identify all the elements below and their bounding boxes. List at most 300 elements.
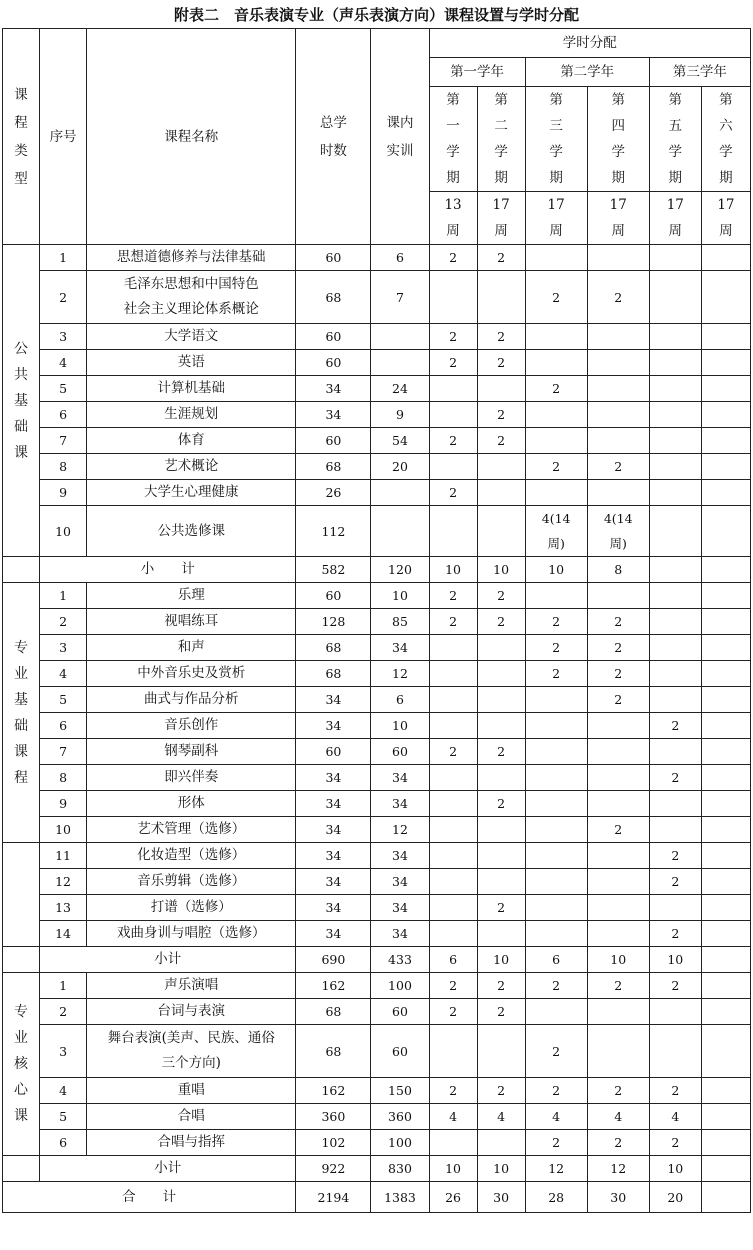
semester-hours [429,713,477,739]
semester-hours [525,324,587,350]
seq: 1 [40,583,87,609]
semester-hours: 2 [429,428,477,454]
semester-hours [701,271,750,324]
semester-hours: 2 [429,999,477,1025]
subtotal-row [3,557,751,583]
total-hours: 34 [296,376,371,402]
semester-hours [429,506,477,557]
total-hours: 60 [296,739,371,765]
header-distribution: 学时分配 [429,29,750,58]
semester-hours [477,376,525,402]
course-name-line: 舞台表演(美声、民族、通俗 [107,1030,275,1046]
semester-hours [429,921,477,947]
seq: 4 [40,350,87,376]
semester-hours [649,635,701,661]
header-weeks-line: 17 [547,197,565,213]
semester-hours [649,895,701,921]
header-practice-hours [371,29,429,245]
semester-hours [587,739,649,765]
semester-hours-line: 4(14 [603,511,633,526]
table-row [3,895,751,921]
total-hours: 34 [296,895,371,921]
course-name: 体育 [87,428,296,454]
header-weeks [701,192,750,245]
semester-hours [477,1025,525,1078]
semester-hours [587,324,649,350]
course-name: 思想道德修养与法律基础 [87,245,296,271]
total-hours: 34 [296,817,371,843]
semester-hours: 2 [429,973,477,999]
table-row [3,817,751,843]
semester-hours [701,869,750,895]
semester-hours [429,1025,477,1078]
course-type-char: 程 [14,769,29,786]
semester-hours [429,454,477,480]
semester-hours [429,402,477,428]
course-name: 即兴伴奏 [87,765,296,791]
semester-hours [429,895,477,921]
semester-hours [587,999,649,1025]
practice-hours: 60 [371,999,429,1025]
semester-hours [701,583,750,609]
subtotal-total: 922 [296,1156,371,1182]
semester-hours: 2 [429,739,477,765]
course-type [3,973,40,1156]
semester-hours [477,661,525,687]
subtotal-label: 小计 [40,947,296,973]
semester-hours [477,921,525,947]
semester-hours [587,791,649,817]
course-name: 艺术管理（选修） [87,817,296,843]
total-hours: 68 [296,271,371,324]
semester-hours [477,843,525,869]
subtotal-row [3,1156,751,1182]
seq: 13 [40,895,87,921]
practice-hours: 12 [371,817,429,843]
header-weeks [587,192,649,245]
subtotal-total: 690 [296,947,371,973]
header-course-type-char: 型 [14,170,28,187]
semester-hours [429,687,477,713]
semester-hours [701,635,750,661]
header-total-hours-line: 总学 [319,114,347,131]
semester-hours: 10 [587,947,649,973]
table-row [3,1130,751,1156]
table-row [3,635,751,661]
header-semester-char: 期 [549,170,563,186]
semester-hours [649,480,701,506]
total-hours: 68 [296,1025,371,1078]
semester-hours [429,271,477,324]
practice-hours: 100 [371,1130,429,1156]
header-course-type-char: 类 [14,142,28,159]
course-name: 艺术概论 [87,454,296,480]
total-hours: 68 [296,999,371,1025]
subtotal-practice: 120 [371,557,429,583]
semester-hours [477,817,525,843]
seq: 8 [40,765,87,791]
course-name: 大学生心理健康 [87,480,296,506]
table-row [3,402,751,428]
semester-hours: 2 [649,869,701,895]
practice-hours: 6 [371,245,429,271]
course-type-char: 专 [14,1004,29,1020]
course-name: 声乐演唱 [87,973,296,999]
semester-hours: 2 [429,324,477,350]
header-semester-char: 二 [494,118,508,134]
semester-hours [525,765,587,791]
seq: 1 [40,245,87,271]
semester-hours [525,428,587,454]
header-weeks-line: 周 [494,223,508,239]
seq: 4 [40,1078,87,1104]
semester-hours: 2 [429,245,477,271]
header-weeks-line: 17 [609,197,627,213]
practice-hours: 24 [371,376,429,402]
semester-hours [701,350,750,376]
course-name: 计算机基础 [87,376,296,402]
semester-hours [701,506,750,557]
seq: 3 [40,1025,87,1078]
course-name: 重唱 [87,1078,296,1104]
semester-hours [701,557,750,583]
semester-hours [701,1078,750,1104]
semester-hours [701,843,750,869]
seq: 7 [40,739,87,765]
semester-hours [701,739,750,765]
semester-hours [525,999,587,1025]
semester-hours [525,350,587,376]
semester-hours [649,350,701,376]
course-name: 公共选修课 [87,506,296,557]
semester-hours [587,843,649,869]
semester-hours [587,402,649,428]
header-semester [701,87,750,192]
semester-hours: 2 [587,687,649,713]
semester-hours [701,1182,750,1213]
course-name: 视唱练耳 [87,609,296,635]
practice-hours: 6 [371,687,429,713]
table-row [3,1104,751,1130]
subtotal-row [3,947,751,973]
header-total-hours [296,29,371,245]
seq: 5 [40,687,87,713]
practice-hours: 34 [371,921,429,947]
table-row [3,428,751,454]
semester-hours: 2 [649,1130,701,1156]
practice-hours: 60 [371,739,429,765]
total-hours: 68 [296,454,371,480]
total-hours: 34 [296,402,371,428]
semester-hours: 2 [525,635,587,661]
table-row [3,350,751,376]
semester-hours [649,817,701,843]
table-row [3,687,751,713]
semester-hours [701,661,750,687]
seq: 3 [40,635,87,661]
semester-hours [429,843,477,869]
semester-hours [701,765,750,791]
semester-hours: 2 [477,609,525,635]
semester-hours [477,271,525,324]
subtotal-practice: 830 [371,1156,429,1182]
total-hours: 128 [296,609,371,635]
semester-hours [649,402,701,428]
header-semester-char: 期 [446,170,460,186]
semester-hours [477,480,525,506]
semester-hours: 4 [587,1104,649,1130]
semester-hours: 10 [429,1156,477,1182]
header-weeks [429,192,477,245]
table-row [3,454,751,480]
practice-hours: 34 [371,869,429,895]
semester-hours [525,791,587,817]
semester-hours [525,895,587,921]
header-weeks [477,192,525,245]
semester-hours [649,428,701,454]
header-course-type [3,29,40,245]
semester-hours [701,245,750,271]
header-seq: 序号 [40,29,87,245]
semester-hours [429,791,477,817]
semester-hours: 10 [477,1156,525,1182]
total-hours: 60 [296,245,371,271]
semester-hours: 2 [587,609,649,635]
course-name: 英语 [87,350,296,376]
course-type [3,583,40,843]
total-hours: 34 [296,791,371,817]
table-row [3,583,751,609]
semester-hours: 2 [429,1078,477,1104]
header-semester-char: 期 [611,170,625,186]
course-name-line: 三个方向) [161,1055,221,1071]
semester-hours: 2 [525,271,587,324]
header-year: 第二学年 [525,58,649,87]
semester-hours: 2 [477,791,525,817]
header-semester [477,87,525,192]
header-semester-char: 学 [668,144,683,160]
semester-hours [429,1130,477,1156]
course-name: 打谱（选修） [87,895,296,921]
seq: 2 [40,999,87,1025]
course-name: 中外音乐史及赏析 [87,661,296,687]
practice-hours: 10 [371,583,429,609]
course-type-char: 核 [14,1056,29,1072]
semester-hours: 2 [477,402,525,428]
table-row [3,609,751,635]
header-course-name: 课程名称 [87,29,296,245]
total-hours: 34 [296,843,371,869]
header-semester-char: 学 [719,144,733,160]
page-title: 附表二 音乐表演专业（声乐表演方向）课程设置与学时分配 [173,6,579,24]
header-semester-char: 三 [549,118,563,134]
semester-hours [429,376,477,402]
semester-hours [429,869,477,895]
semester-hours: 10 [429,557,477,583]
semester-hours: 2 [587,635,649,661]
semester-hours [587,895,649,921]
subtotal-practice: 433 [371,947,429,973]
semester-hours [701,999,750,1025]
header-semester-char: 期 [494,170,508,186]
semester-hours [525,843,587,869]
course-name: 音乐剪辑（选修） [87,869,296,895]
seq: 8 [40,454,87,480]
semester-hours [477,506,525,557]
semester-hours [649,557,701,583]
semester-hours [525,687,587,713]
semester-hours-line: 4(14 [541,511,571,526]
practice-hours: 34 [371,765,429,791]
course-name [87,1025,296,1078]
total-hours: 34 [296,869,371,895]
seq: 3 [40,324,87,350]
course-name: 和声 [87,635,296,661]
semester-hours [429,635,477,661]
semester-hours [649,324,701,350]
semester-hours [649,1025,701,1078]
course-type-char: 专 [14,639,29,656]
semester-hours [649,376,701,402]
semester-hours [649,506,701,557]
header-semester-char: 第 [668,92,683,108]
course-type-char: 课 [14,444,29,461]
total-hours: 26 [296,480,371,506]
header-semester-char: 第 [494,92,508,108]
course-type-char: 心 [14,1082,29,1098]
semester-hours [477,1130,525,1156]
table-row [3,245,751,271]
semester-hours: 2 [429,350,477,376]
semester-hours: 2 [429,480,477,506]
semester-hours [429,765,477,791]
total-hours: 34 [296,713,371,739]
semester-hours [649,609,701,635]
header-weeks-line: 周 [719,223,733,239]
semester-hours [649,739,701,765]
header-weeks [525,192,587,245]
semester-hours [701,1025,750,1078]
semester-hours [649,999,701,1025]
semester-hours: 2 [525,1078,587,1104]
course-name: 合唱 [87,1104,296,1130]
course-name: 生涯规划 [87,402,296,428]
semester-hours: 2 [649,973,701,999]
semester-hours [649,791,701,817]
seq: 6 [40,1130,87,1156]
semester-hours: 4 [477,1104,525,1130]
total-hours: 34 [296,687,371,713]
seq: 9 [40,480,87,506]
semester-hours [701,947,750,973]
semester-hours [525,245,587,271]
semester-hours [587,428,649,454]
course-name: 戏曲身训与唱腔（选修） [87,921,296,947]
semester-hours [587,713,649,739]
semester-hours [587,1025,649,1078]
practice-hours [371,350,429,376]
total-hours: 360 [296,1104,371,1130]
header-practice-hours-line: 实训 [386,142,414,159]
semester-hours: 2 [477,973,525,999]
semester-hours [701,454,750,480]
total-hours: 60 [296,428,371,454]
header-semester-char: 学 [611,144,625,160]
header-semester [429,87,477,192]
subtotal-blank [3,947,40,973]
table-row [3,506,751,557]
course-name: 台词与表演 [87,999,296,1025]
semester-hours: 2 [587,1078,649,1104]
seq: 12 [40,869,87,895]
semester-hours: 2 [477,350,525,376]
semester-hours [701,921,750,947]
course-name: 化妆造型（选修） [87,843,296,869]
semester-hours: 10 [649,947,701,973]
table-row [3,869,751,895]
header-semester-char: 期 [668,170,683,186]
semester-hours [587,506,649,557]
course-name: 曲式与作品分析 [87,687,296,713]
semester-hours [525,583,587,609]
header-semester-char: 四 [611,118,625,134]
semester-hours [587,376,649,402]
course-name: 乐理 [87,583,296,609]
header-semester [649,87,701,192]
table-row [3,739,751,765]
seq: 9 [40,791,87,817]
semester-hours [477,454,525,480]
grand-total-total: 2194 [296,1182,371,1213]
semester-hours: 6 [429,947,477,973]
semester-hours-line: 周) [609,536,627,551]
semester-hours [649,454,701,480]
semester-hours [477,635,525,661]
total-hours: 162 [296,973,371,999]
course-type [3,843,40,947]
semester-hours: 2 [649,765,701,791]
practice-hours: 100 [371,973,429,999]
semester-hours: 2 [587,454,649,480]
semester-hours: 12 [525,1156,587,1182]
semester-hours [587,350,649,376]
subtotal-blank [3,557,40,583]
header-weeks-line: 周 [668,223,683,239]
semester-hours: 2 [477,1078,525,1104]
semester-hours: 2 [429,583,477,609]
semester-hours [701,1130,750,1156]
semester-hours [649,271,701,324]
semester-hours [701,1156,750,1182]
table-row [3,324,751,350]
semester-hours [649,583,701,609]
semester-hours [525,506,587,557]
table-row [3,271,751,324]
semester-hours: 2 [429,609,477,635]
semester-hours: 30 [587,1182,649,1213]
semester-hours [587,583,649,609]
header-semester [587,87,649,192]
semester-hours [525,817,587,843]
seq: 10 [40,506,87,557]
table-row [3,1025,751,1078]
header-row [3,29,751,58]
course-name: 大学语文 [87,324,296,350]
course-type-char: 业 [14,1030,29,1046]
semester-hours: 2 [587,1130,649,1156]
course-type-char: 课 [14,743,29,760]
semester-hours: 30 [477,1182,525,1213]
